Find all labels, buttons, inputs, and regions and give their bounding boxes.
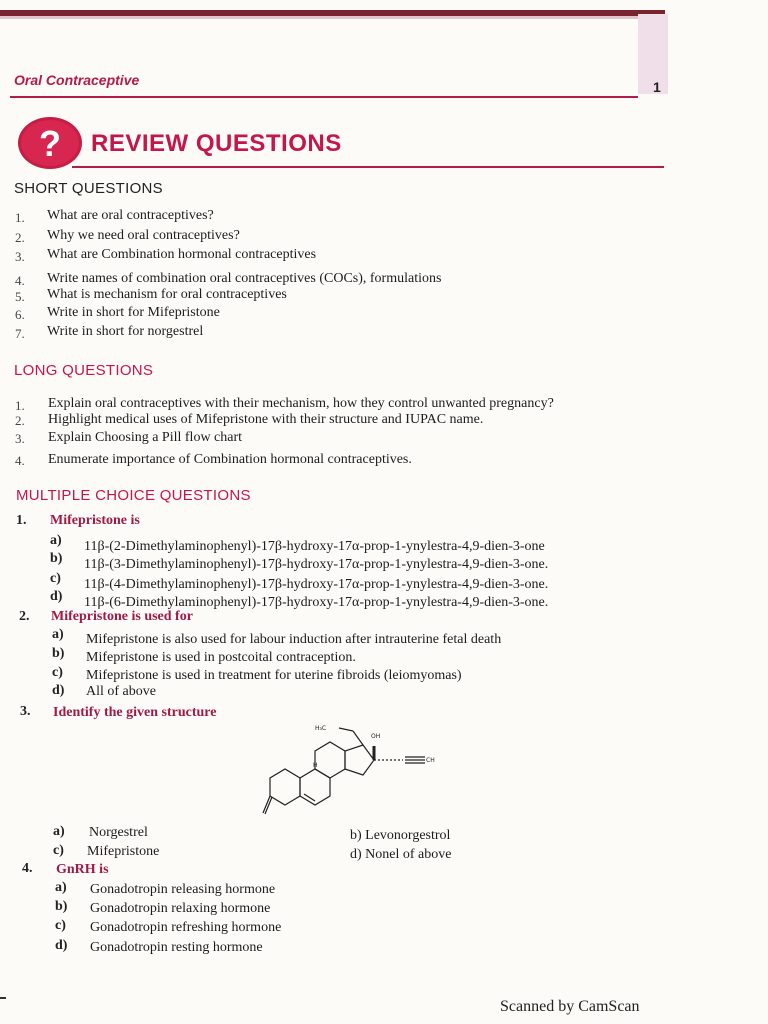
ch-label: CH — [426, 757, 435, 764]
option-text: Gonadotropin relaxing hormone — [90, 901, 271, 916]
chapter-title: Oral Contraceptive — [14, 72, 140, 88]
question-number: 2. — [19, 609, 30, 624]
option-letter: c) — [55, 918, 66, 933]
option-text: 11β-(6-Dimethylaminophenyl)-17β-hydroxy-17α-prop-1-ynylestra-4,9-dien-3-one. — [84, 595, 549, 610]
question-text: Mifepristone is — [50, 513, 140, 528]
option-letter: a) — [53, 824, 65, 839]
question-number: 1. — [16, 513, 27, 528]
option-text: 11β-(2-Dimethylaminophenyl)-17β-hydroxy-17α-prop-1-ynylestra-4,9-dien-3-one — [84, 539, 545, 554]
option-letter: c) — [50, 571, 61, 586]
option-text: Gonadotropin refreshing hormone — [90, 920, 282, 935]
item-number: 3. — [15, 431, 25, 446]
item-text: Enumerate importance of Combination hormonal contraceptives. — [48, 452, 412, 467]
option-letter: b) — [52, 646, 65, 661]
item-number: 1. — [15, 398, 25, 413]
scanner-watermark: Scanned by CamScan — [500, 998, 640, 1015]
option-text: 11β-(4-Dimethylaminophenyl)-17β-hydroxy-17α-prop-1-ynylestra-4,9-dien-3-one. — [84, 577, 549, 592]
question-text: Identify the given structure — [53, 705, 217, 720]
question-text: Mifepristone is used for — [51, 609, 193, 624]
item-number: 4. — [15, 453, 25, 468]
top-border-shadow — [0, 16, 665, 19]
item-text: What is mechanism for oral contraceptives — [47, 287, 287, 302]
item-text: Why we need oral contraceptives? — [47, 228, 240, 243]
option-letter: c) — [53, 843, 64, 858]
header-rule — [10, 96, 638, 98]
option-text: d) Nonel of above — [350, 847, 452, 862]
hydroxyl-label: OH — [371, 733, 381, 740]
option-text: Norgestrel — [89, 825, 148, 840]
item-text: Write names of combination oral contraceptives (COCs), formulations — [47, 271, 442, 286]
hydrogen-label: H — [313, 762, 318, 769]
item-number: 2. — [15, 413, 25, 428]
option-text: Mifepristone — [87, 844, 160, 859]
option-text: Mifepristone is also used for labour induction after intrauterine fetal death — [86, 632, 502, 647]
question-mark-glyph: ? — [39, 123, 61, 164]
title-rule — [72, 166, 664, 168]
option-letter: d) — [50, 589, 63, 604]
steroid-structure-diagram — [255, 720, 455, 825]
option-letter: b) — [50, 551, 63, 566]
item-number: 1. — [15, 210, 25, 225]
item-text: Write in short for norgestrel — [47, 324, 204, 339]
option-text: Gonadotropin releasing hormone — [90, 882, 276, 897]
item-text: Write in short for Mifepristone — [47, 305, 220, 320]
item-number: 4. — [15, 273, 25, 288]
page-edge-mark — [0, 997, 6, 999]
item-text: Explain Choosing a Pill flow chart — [48, 430, 243, 445]
short-questions-heading: SHORT QUESTIONS — [14, 180, 163, 197]
item-number: 3. — [15, 249, 25, 264]
option-text: Mifepristone is used in postcoital contraception. — [86, 650, 356, 665]
option-text: All of above — [86, 684, 156, 699]
option-text: Mifepristone is used in treatment for uterine fibroids (leiomyomas) — [86, 668, 462, 683]
item-text: Explain oral contraceptives with their mechanism, how they control unwanted pregnancy? — [48, 396, 554, 411]
option-letter: a) — [50, 533, 62, 548]
option-text: b) Levonorgestrol — [350, 828, 451, 843]
option-letter: d) — [52, 683, 65, 698]
option-letter: a) — [52, 627, 64, 642]
item-number: 7. — [15, 326, 25, 341]
methyl-label: H₃C — [315, 725, 327, 732]
item-text: Highlight medical uses of Mifepristone with their structure and IUPAC name. — [48, 412, 484, 427]
item-text: What are Combination hormonal contraceptives — [47, 247, 317, 262]
page-number: 1 — [653, 79, 661, 95]
option-letter: b) — [55, 899, 68, 914]
item-number: 6. — [15, 307, 25, 322]
item-text: What are oral contraceptives? — [47, 208, 214, 223]
option-letter: d) — [55, 938, 68, 953]
option-letter: c) — [52, 665, 63, 680]
item-number: 2. — [15, 230, 25, 245]
review-questions-title: REVIEW QUESTIONS — [91, 130, 342, 157]
question-number: 3. — [20, 704, 31, 719]
option-letter: a) — [55, 880, 67, 895]
option-text: Gonadotropin resting hormone — [90, 940, 263, 955]
mcq-heading: MULTIPLE CHOICE QUESTIONS — [16, 487, 251, 504]
question-mark-icon — [18, 117, 82, 169]
question-text: GnRH is — [56, 862, 109, 877]
long-questions-heading: LONG QUESTIONS — [14, 362, 154, 379]
option-text: 11β-(3-Dimethylaminophenyl)-17β-hydroxy-17α-prop-1-ynylestra-4,9-dien-3-one. — [84, 557, 549, 572]
item-number: 5. — [15, 289, 25, 304]
question-number: 4. — [22, 861, 33, 876]
